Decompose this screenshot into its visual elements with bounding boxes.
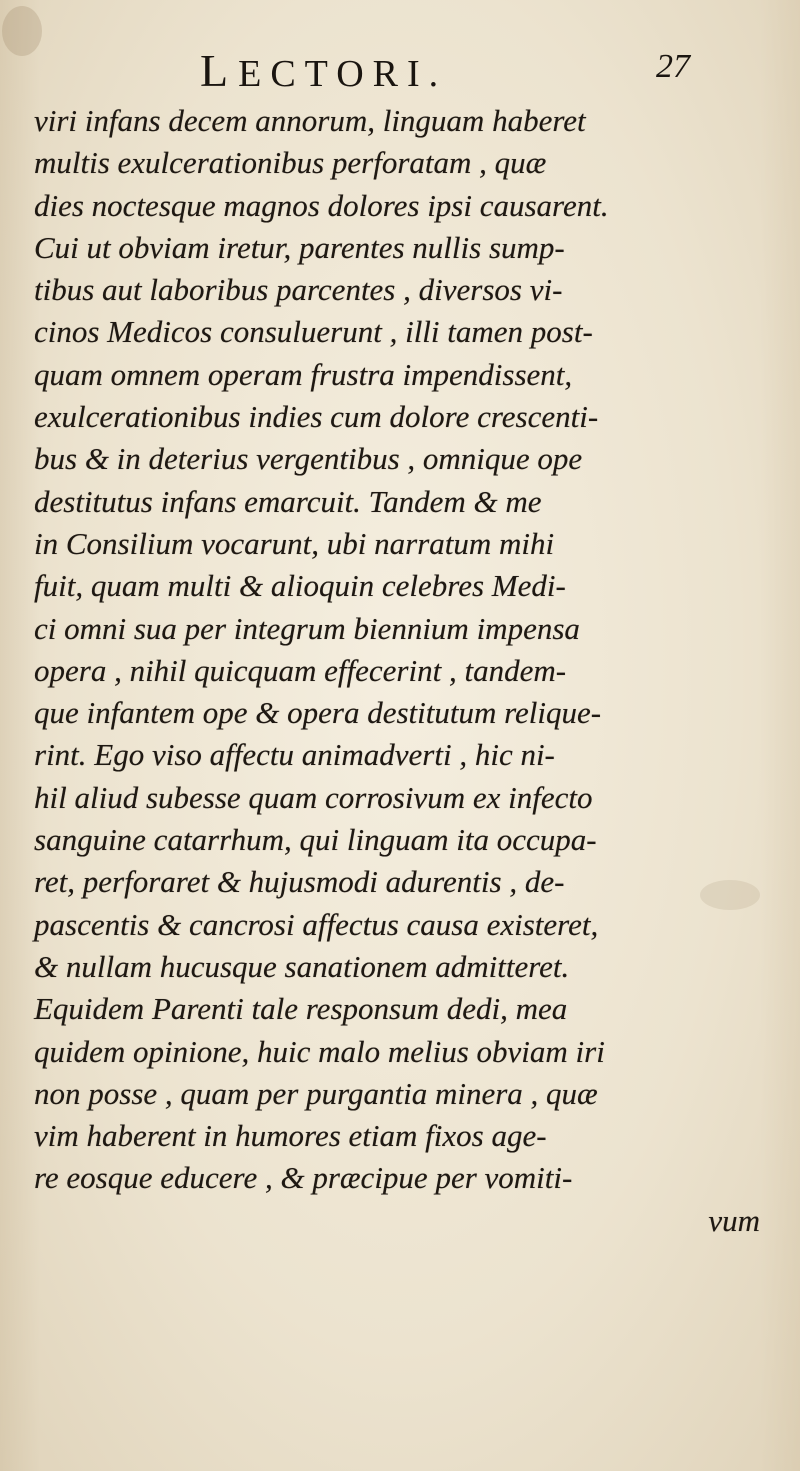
running-head-title — [200, 44, 447, 97]
text-line: destitutus infans emarcuit. Tandem & me — [34, 483, 542, 519]
text-line: viri infans decem annorum, linguam haberet — [34, 103, 586, 138]
body-text — [34, 100, 774, 1242]
text-line: Cui ut obviam iretur, parentes nullis sump- — [34, 229, 565, 265]
running-head — [0, 44, 800, 94]
text-line: fuit, quam multi & alioquin celebres Medi- — [34, 568, 566, 604]
text-line: pascentis & cancrosi affectus causa existeret, — [34, 906, 599, 942]
title-rest: ECTORI. — [238, 53, 448, 95]
catchword: vum — [708, 1202, 760, 1238]
text-line: exulcerationibus indies cum dolore crescenti- — [34, 399, 599, 435]
text-line: bus & in deterius vergentibus , omnique ope — [34, 441, 583, 477]
text-line: Equidem Parenti tale responsum dedi, mea — [34, 991, 568, 1027]
text-line: ci omni sua per integrum biennium impensa — [34, 610, 580, 646]
text-line: non posse , quam per purgantia minera , quæ — [34, 1075, 598, 1111]
title-initial: L — [200, 45, 239, 96]
text-line: vim haberent in humores etiam fixos age- — [34, 1118, 547, 1154]
text-line: in Consilium vocarunt, ubi narratum mihi — [34, 525, 555, 561]
text-line: que infantem ope & opera destitutum relique- — [34, 695, 602, 731]
text-line: rint. Ego viso affectu animadverti , hic ni- — [34, 737, 555, 773]
text-line: dies noctesque magnos dolores ipsi causarent. — [34, 187, 609, 223]
text-line: cinos Medicos consuluerunt , illi tamen post- — [34, 314, 593, 350]
text-line: hil aliud subesse quam corrosivum ex infecto — [34, 779, 593, 815]
text-line: multis exulcerationibus perforatam , quæ — [34, 145, 547, 181]
page-number: 27 — [656, 48, 690, 85]
text-line: opera , nihil quicquam effecerint , tandem- — [34, 652, 567, 688]
text-line: ret, perforaret & hujusmodi adurentis , de- — [34, 864, 565, 900]
text-line: re eosque educere , & præcipue per vomiti- — [34, 1160, 573, 1196]
text-line: quam omnem operam frustra impendissent, — [34, 356, 573, 392]
text-line: & nullam hucusque sanationem admitteret. — [34, 948, 570, 984]
text-line: sanguine catarrhum, qui linguam ita occupa- — [34, 822, 597, 858]
text-line: tibus aut laboribus parcentes , diversos vi- — [34, 272, 563, 308]
text-line: quidem opinione, huic malo melius obviam iri — [34, 1033, 605, 1069]
